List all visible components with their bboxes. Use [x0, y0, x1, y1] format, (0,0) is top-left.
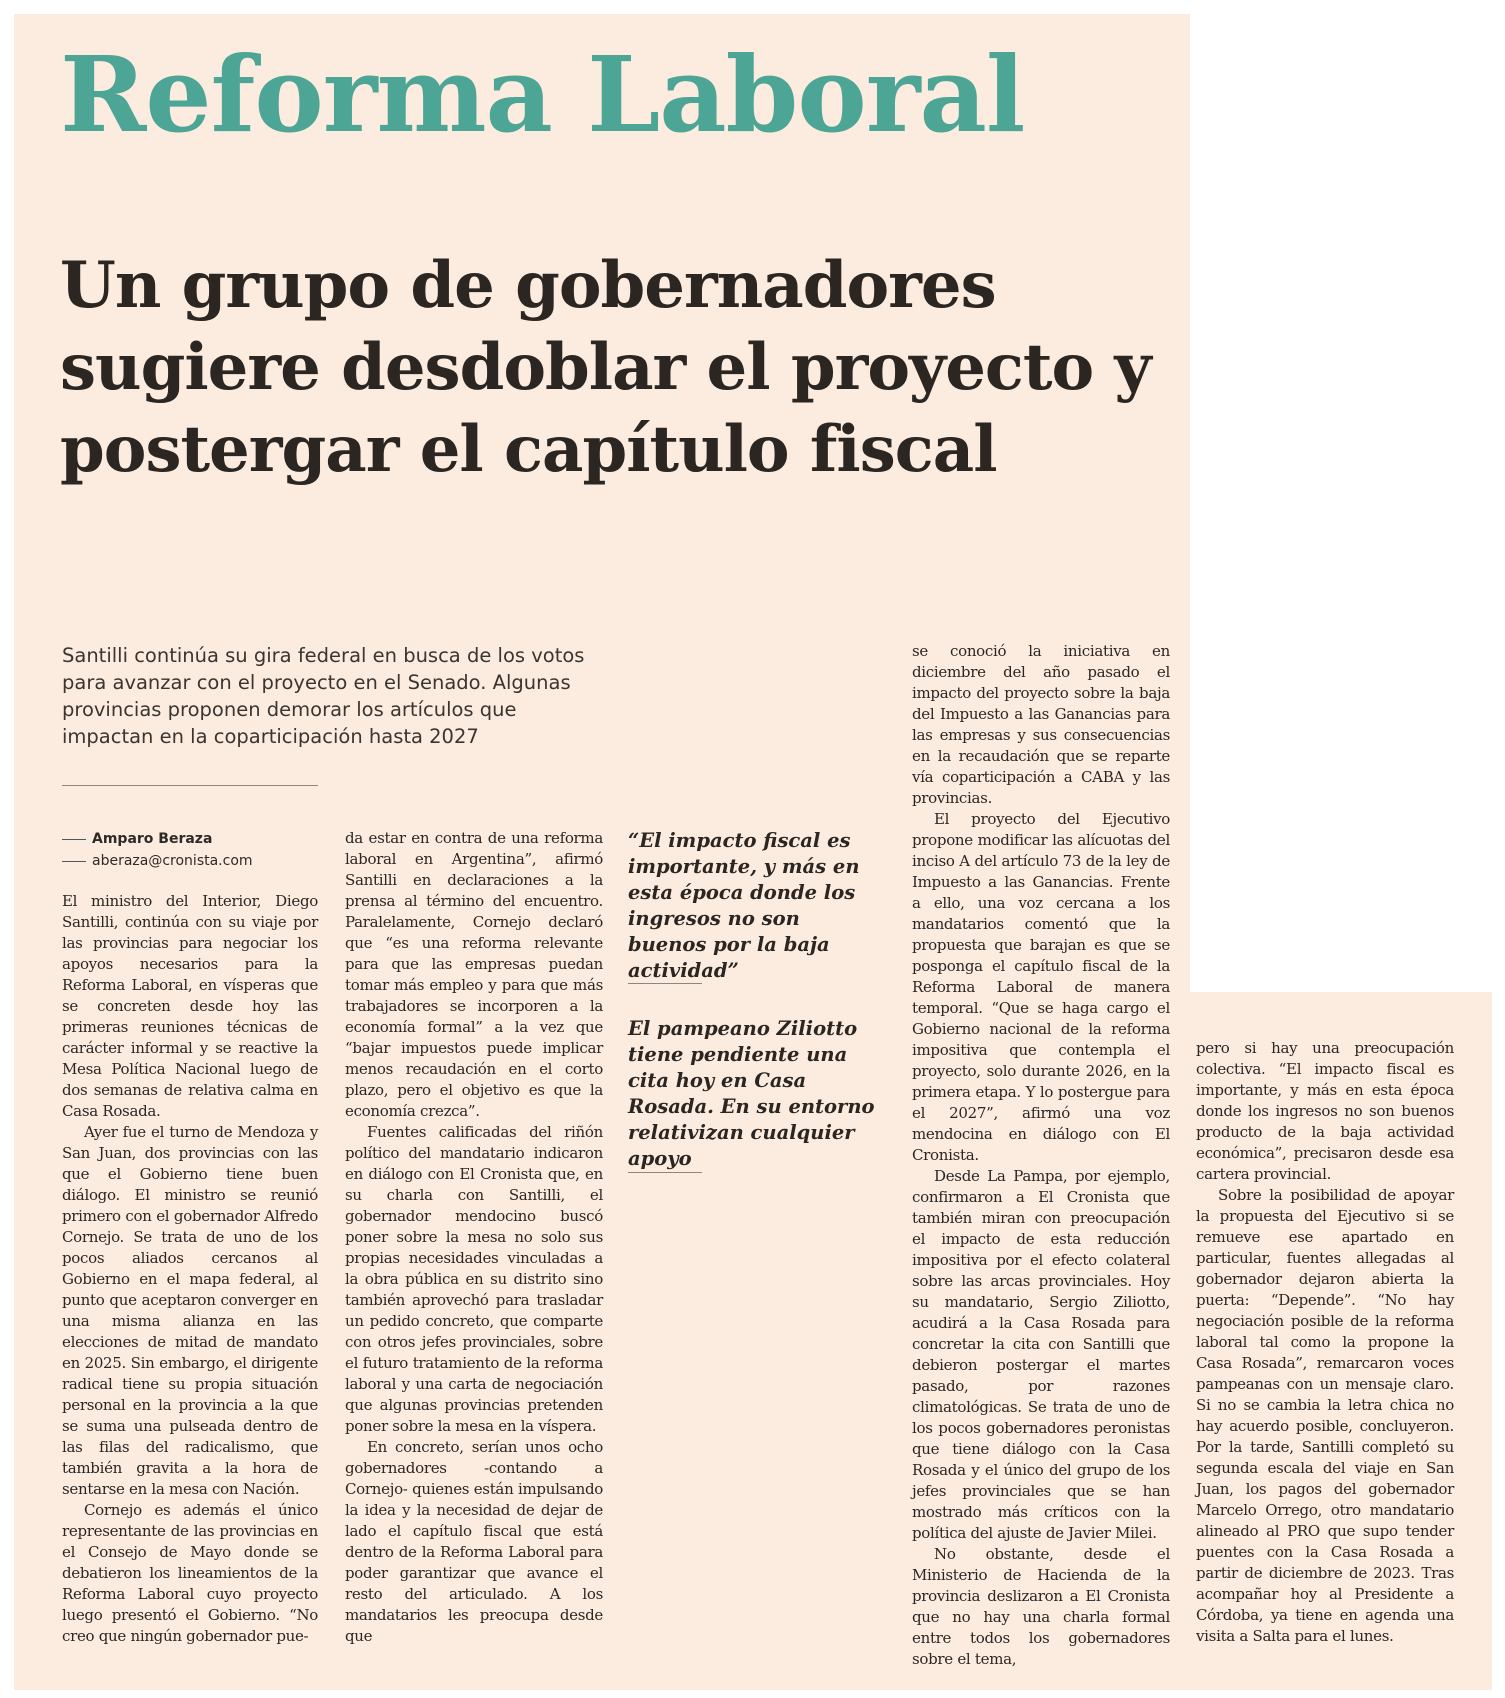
article-column-5	[1196, 1038, 1454, 1647]
paragraph: Fuentes calificadas del riñón político del mandatario indicaron en diálogo con El Cronista que, en su charla con Santilli, el gobernador mendocino buscó poner sobre la mesa no solo sus propias necesidades vinculadas a la obra pública en su distrito sino también aprovechó para trasladar un pedido concreto, que comparte con otros jefes provinciales, sobre el futuro tratamiento de la reforma laboral y una carta de negociación que algunas provincias pretenden poner sobre la mesa en la víspera.	[345, 1123, 603, 1435]
headline: Un grupo de gobernadores sugiere desdoblar el proyecto y postergar el capítulo fiscal	[60, 248, 1151, 487]
lead-divider	[62, 785, 318, 786]
article-column-2	[345, 828, 603, 1647]
byline-email-row	[62, 850, 253, 872]
paragraph: se conoció la iniciativa en diciembre del año pasado el impacto del proyecto sobre la baja del Impuesto a las Ganancias para las empresas y sus consecuencias en la recaudación que se reparte vía coparticipación a CABA y las provincias.	[912, 642, 1170, 807]
article-column-1	[62, 891, 318, 1647]
paragraph: Sobre la posibilidad de apoyar la propuesta del Ejecutivo si se remueve ese apartado en particular, fuentes allegadas al gobernador dejaron abierta la puerta: “Depende”. “No hay negociación posible de la reforma laboral tal como la propone la Casa Rosada”, remarcaron voces pampeanas con un mensaje claro. Si no se cambia la letra chica no hay acuerdo posible, concluyeron. Por la tarde, Santilli completó su segunda escala del viaje en San Juan, los pagos del gobernador Marcelo Orrego, otro mandatario alineado al PRO que supo tender puentes con la Casa Rosada a partir de diciembre de 2023. Tras acompañar hoy al Presidente a Córdoba, ya tiene en agenda una visita a Salta para el lunes.	[1196, 1186, 1454, 1645]
quote-divider	[628, 983, 702, 984]
pull-subheading: El pampeano Ziliotto tiene pendiente una cita hoy en Casa Rosada. En su entorno relativizan cualquier apoyo	[628, 1017, 875, 1170]
paragraph: No obstante, desde el Ministerio de Hacienda de la provincia deslizaron a El Cronista que no hay una charla formal entre todos los gobernadores sobre el tema,	[912, 1545, 1170, 1668]
lead-paragraph: Santilli continúa su gira federal en busca de los votos para avanzar con el proyecto en el Senado. Algunas provincias proponen demorar los artículos que impactan en la coparticipación hasta 2027	[62, 644, 585, 748]
byline-author: Amparo Beraza	[92, 831, 213, 847]
paragraph: Desde La Pampa, por ejemplo, confirmaron a El Cronista que también miran con preocupación el impacto de esta reducción impositiva por el efecto colateral sobre las arcas provinciales. Hoy su mandatario, Sergio Ziliotto, acudirá a la Casa Rosada para concretar la cita con Santilli que debieron postergar el martes pasado, por razones climatológicas. Se trata de uno de los pocos gobernadores peronistas que tiene diálogo con la Casa Rosada y el único del grupo de los jefes provinciales que se han mostrado más críticos con la política del ajuste de Javier Milei.	[912, 1167, 1170, 1542]
byline-email[interactable]: aberaza@cronista.com	[92, 853, 253, 869]
pull-quote: “El impacto fiscal es importante, y más en esta época donde los ingresos no son buenos por la baja actividad”	[628, 829, 860, 982]
paragraph: da estar en contra de una reforma laboral en Argentina”, afirmó Santilli en declaraciones a la prensa al término del encuentro. Paralelamente, Cornejo declaró que “es una reforma relevante para que las empresas puedan tomar más empleo y para que más trabajadores se incorporen a la economía formal” a la vez que “bajar impuestos puede implicar menos recaudación en el corto plazo, pero el objetivo es que la economía crezca”.	[345, 829, 603, 1120]
paragraph: El ministro del Interior, Diego Santilli, continúa con su viaje por las provincias para negociar los apoyos necesarios para la Reforma Laboral, en vísperas que se concreten desde hoy las primeras reuniones técnicas de carácter informal y se reactive la Mesa Política Nacional luego de dos semanas de relativa calma en Casa Rosada.	[62, 892, 318, 1120]
section-title: Reforma Laboral	[60, 33, 1025, 156]
article-column-4	[912, 641, 1170, 1670]
paragraph: Ayer fue el turno de Mendoza y San Juan, dos provincias con las que el Gobierno tiene buen diálogo. El ministro se reunió primero con el gobernador Alfredo Cornejo. Se trata de uno de los pocos aliados cercanos al Gobierno en el mapa federal, al punto que aceptaron converger en una misma alianza en las elecciones de mitad de mandato en 2025. Sin embargo, el dirigente radical tiene su propia situación personal en la provincia a la que se suma una pulseada dentro de las filas del radicalismo, que también gravita a la hora de sentarse en la mesa con Nación.	[62, 1123, 318, 1498]
paragraph: pero si hay una preocupación colectiva. “El impacto fiscal es importante, y más en esta época donde los ingresos no son buenos producto de la baja actividad económica”, precisaron desde esa cartera provincial.	[1196, 1039, 1454, 1183]
byline	[62, 828, 253, 872]
paragraph: El proyecto del Ejecutivo propone modificar las alícuotas del inciso A del artículo 73 de la ley de Impuesto a las Ganancias. Frente a ello, una voz cercana a los mandatarios comentó que la propuesta que barajan es que se posponga el capítulo fiscal de la Reforma Laboral de manera temporal. “Que se haga cargo el Gobierno nacional de la reforma impositiva que contempla el proyecto, solo durante 2026, en la primera etapa. Y lo postergue para el 2027”, afirmó una voz mendocina en diálogo con El Cronista.	[912, 810, 1170, 1164]
byline-author-row	[62, 828, 253, 850]
byline-dash	[62, 861, 86, 862]
subquote-divider	[628, 1172, 702, 1173]
paragraph: Cornejo es además el único representante de las provincias en el Consejo de Mayo donde se debatieron los lineamientos de la Reforma Laboral cuyo proyecto luego presentó el Gobierno. “No creo que ningún gobernador pue-	[62, 1501, 318, 1645]
paragraph: En concreto, serían unos ocho gobernadores -contando a Cornejo- quienes están impulsando la idea y la necesidad de dejar de lado el capítulo fiscal que está dentro de la Reforma Laboral para poder garantizar que avance el resto del articulado. A los mandatarios les preocupa desde que	[345, 1438, 603, 1645]
byline-dash	[62, 839, 86, 840]
